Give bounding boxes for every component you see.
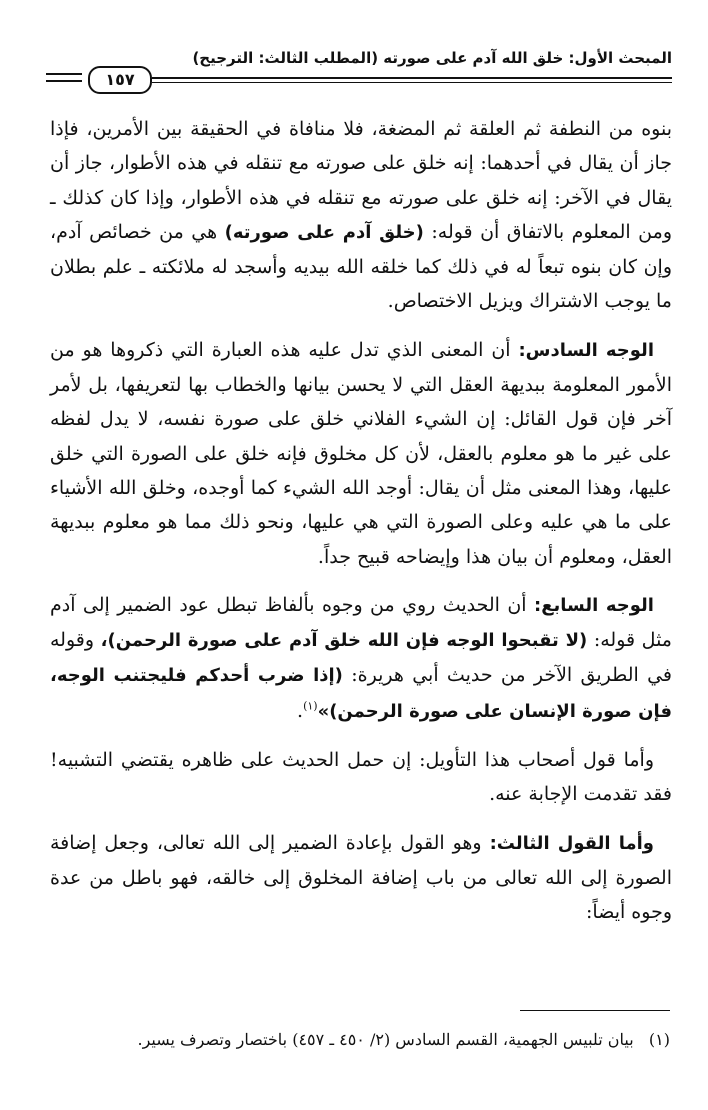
paragraph-text: . — [297, 699, 304, 722]
footnote-marker: (١) — [648, 1030, 670, 1049]
footnote-ref[interactable]: (١) — [303, 699, 318, 713]
paragraph-text: وأما قول أصحاب هذا التأويل: إن حمل الحديث على ظاهره يقتضي التشبيه! فقد تقدمت الإجابة عنه. — [50, 749, 672, 806]
page-header — [44, 48, 672, 96]
page-number: ١٥٧ — [88, 66, 152, 94]
quoted-hadith: (خلق آدم على صورته) — [224, 221, 424, 243]
paragraph — [50, 826, 672, 930]
paragraph — [50, 112, 672, 319]
paragraph-text: وقوله في الطريق الآخر من حديث أبي هريرة: — [50, 629, 673, 687]
header-ornament-bars — [46, 73, 82, 83]
paragraph-text: بنوه من النطفة ثم العلقة ثم المضغة، فلا منافاة في الحقيقة بين الأمرين، فإذا جاز أن يقال في أحدهما: إنه خلق على صورته مع تنقله في هذه الأطوار، جاز أن يقال في الآخر: إنه خلق على صورته مع تنقله في هذه الأطوار، وإذا كان كذلك ـ ومن المعلوم بالاتفاق أن قوله: — [50, 118, 673, 243]
ornament-bar — [46, 73, 82, 75]
footnote-separator — [520, 1010, 670, 1011]
footnote-text: بيان تلبيس الجهمية، القسم السادس (٢/ ٤٥٠ ـ ٤٥٧) باختصار وتصرف يسير. — [137, 1030, 634, 1049]
paragraph — [50, 333, 672, 574]
section-label: الوجه السابع: — [534, 594, 654, 616]
header-rule-thin — [152, 82, 672, 83]
section-label: الوجه السادس: — [518, 339, 654, 361]
paragraph-text: أن المعنى الذي تدل عليه هذه العبارة التي ذكروها هو من الأمور المعلومة ببديهة العقل التي لا يحسن بيانها والخطاب بها لتعريفها، بل لأمر آخر فإن قول القائل: إن الشيء الفلاني خلق على صورة نفسه، لا يدل لفظه على غير ما هو معلوم بالعقل، لأن كل مخلوق فإنه خلق على الصورة التي خلق عليها، وهذا المعنى مثل أن يقال: أوجد الله الشيء كما أوجده، وخلق الله الأشياء على ما هي عليه وعلى الصورة التي هي عليها، ونحو ذلك مما هو معلوم ببديهة العقل، ومعلوم أن بيان هذا وإيضاحه قبيح جداً. — [50, 338, 672, 568]
quoted-hadith: (لا تقبحوا الوجه فإن الله خلق آدم على صورة الرحمن)، — [100, 630, 588, 652]
paragraph-text: وهو القول بإعادة الضمير إلى الله تعالى، وجعل إضافة الصورة إلى الله تعالى من باب إضافة المخلوق إلى خالقه، فهو باطل من عدة وجوه أيضاً: — [50, 831, 672, 924]
paragraph — [50, 743, 672, 812]
paragraph-text: أن الحديث روي من وجوه بألفاظ تبطل عود الضمير إلى آدم مثل قوله: — [50, 593, 672, 652]
paragraph-text: هي من خصائص آدم، وإن كان بنوه تبعاً له في ذلك كما خلقه الله بيديه وأسجد له ملائكته ـ علم بطلان ما يوجب الاشتراك ويزيل الاختصاص. — [50, 220, 672, 313]
running-head: المبحث الأول: خلق الله آدم على صورته (المطلب الثالث: الترجيح) — [192, 49, 672, 67]
quoted-hadith: (إذا ضرب أحدكم فليجتنب الوجه، فإن صورة الإنسان على صورة الرحمن)» — [50, 665, 672, 722]
ornament-bar — [46, 80, 82, 82]
paragraph — [50, 588, 672, 729]
footnote — [40, 1028, 670, 1052]
main-text — [50, 112, 672, 944]
header-rule — [152, 77, 672, 79]
section-label: وأما القول الثالث: — [489, 832, 654, 854]
